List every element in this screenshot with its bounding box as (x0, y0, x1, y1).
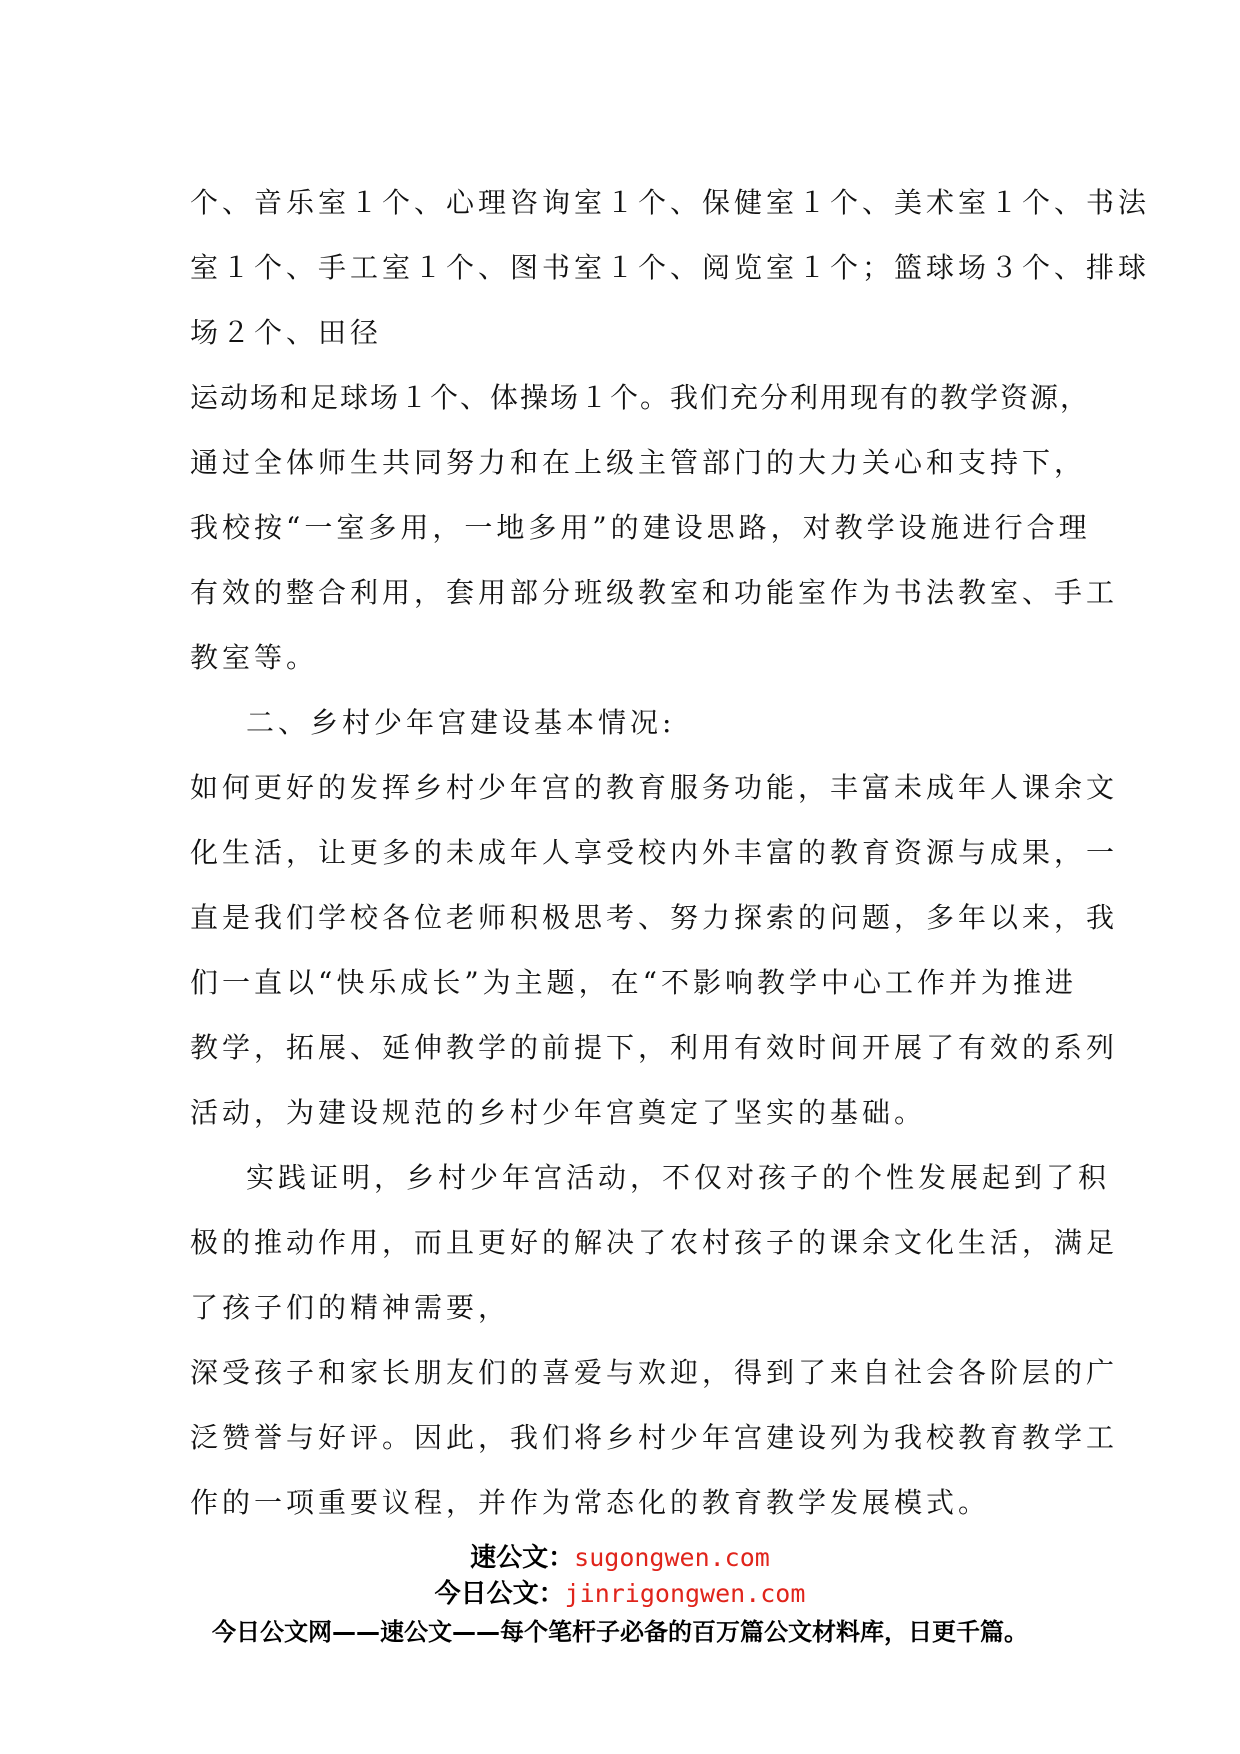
footer-line-sugongwen (0, 1540, 1240, 1576)
body-line: 泛赞誉与好评。因此，我们将乡村少年宫建设列为我校教育教学工 (190, 1421, 1119, 1454)
body-line: 了孩子们的精神需要， (190, 1291, 511, 1324)
sugongwen-link[interactable]: sugongwen.com (574, 1543, 770, 1572)
jinrigongwen-link[interactable]: jinrigongwen.com (564, 1579, 806, 1608)
site-footer (0, 1540, 1240, 1652)
body-line: 极的推动作用，而且更好的解决了农村孩子的课余文化生活，满足 (190, 1226, 1119, 1259)
body-line: 我校按“一室多用，一地多用”的建设思路，对教学设施进行合理 (190, 511, 1091, 544)
footer-tagline: 今日公文网——速公文——每个笔杆子必备的百万篇公文材料库，日更千篇。 (212, 1618, 1028, 1646)
body-line: 活动，为建设规范的乡村少年宫奠定了坚实的基础。 (190, 1096, 927, 1129)
body-line: 们一直以“快乐成长”为主题，在“不影响教学中心工作并为推进 (190, 966, 1077, 999)
body-line: 如何更好的发挥乡村少年宫的教育服务功能，丰富未成年人课余文 (190, 771, 1119, 804)
footer-label-sugongwen: 速公文： (470, 1543, 575, 1573)
body-line: 室１个、手工室１个、图书室１个、阅览室１个；篮球场３个、排球 (190, 251, 1151, 284)
body-line: 运动场和足球场１个、体操场１个。我们充分利用现有的教学资源， (190, 381, 1091, 414)
body-line: 作的一项重要议程，并作为常态化的教育教学发展模式。 (190, 1486, 991, 1519)
body-line: 化生活，让更多的未成年人享受校内外丰富的教育资源与成果，一 (190, 836, 1119, 869)
body-line: 实践证明，乡村少年宫活动，不仅对孩子的个性发展起到了积 (246, 1161, 1111, 1194)
body-line: 个、音乐室１个、心理咨询室１个、保健室１个、美术室１个、书法 (190, 186, 1151, 219)
body-line: 场２个、田径 (190, 316, 383, 349)
section-heading: 二、乡村少年宫建设基本情况: (246, 706, 676, 739)
body-line: 教学，拓展、延伸教学的前提下，利用有效时间开展了有效的系列 (190, 1031, 1119, 1064)
body-line: 深受孩子和家长朋友们的喜爱与欢迎，得到了来自社会各阶层的广 (190, 1356, 1119, 1389)
footer-line-jinrigongwen (0, 1576, 1240, 1612)
body-line: 有效的整合利用，套用部分班级教室和功能室作为书法教室、手工 (190, 576, 1119, 609)
body-line: 直是我们学校各位老师积极思考、努力探索的问题，多年以来，我 (190, 901, 1119, 934)
body-line: 通过全体师生共同努力和在上级主管部门的大力关心和支持下， (190, 446, 1087, 479)
footer-label-jinrigongwen: 今日公文： (434, 1579, 565, 1609)
document-body (190, 170, 1151, 1535)
body-line: 教室等。 (190, 641, 319, 674)
